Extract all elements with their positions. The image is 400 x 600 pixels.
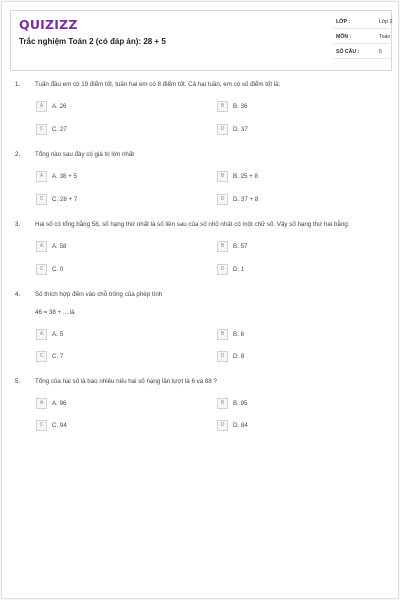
- option-text: A. 58: [52, 243, 67, 250]
- option-letter-box: C: [36, 351, 47, 362]
- meta-divider: [333, 58, 393, 59]
- option-letter-box: A: [36, 101, 47, 112]
- option-text: B. 36: [233, 103, 248, 110]
- option-letter-box: A: [36, 398, 47, 409]
- question-text: Hai số có tổng bằng 58, số hạng thứ nhất là số liền sau của số nhỏ nhất có một chữ số. Vậy số hạng thứ hai bằng:: [35, 221, 350, 228]
- worksheet-title: Trắc nghiệm Toán 2 (có đáp án): 28 + 5: [19, 37, 166, 46]
- question-number: 3.: [15, 221, 21, 228]
- option-text: B. 6: [233, 331, 245, 338]
- option-text: D. 37 + 8: [233, 196, 259, 203]
- question-text: Tuấn đầu em có 19 điểm tốt, tuần hai em có 8 điểm tốt. Cả hai tuần, em có số điểm tốt là:: [35, 81, 281, 88]
- meta-subject-label: MÔN :: [336, 34, 352, 40]
- meta-divider: [333, 28, 393, 29]
- option-letter-box: B: [217, 398, 228, 409]
- option-letter-box: B: [217, 241, 228, 252]
- option-letter-box: D: [217, 194, 228, 205]
- option-letter-box: D: [217, 420, 228, 431]
- option-text: C. 94: [52, 422, 67, 429]
- meta-count-value: 5: [379, 49, 382, 55]
- option-text: D. 84: [233, 422, 248, 429]
- option-letter-box: C: [36, 194, 47, 205]
- option-text: B. 25 + 8: [233, 173, 258, 180]
- meta-subject-value: Toán: [379, 34, 391, 40]
- question-number: 4.: [15, 291, 21, 298]
- question-equation: 46 = 38 + ....là: [35, 309, 75, 316]
- question-text: Tổng nào sau đây có giá trị lớn nhất: [35, 151, 134, 158]
- option-text: A. 96: [52, 400, 67, 407]
- question-text: Số thích hợp điền vào chỗ trống của phép tính: [35, 291, 163, 298]
- option-text: D. 1: [233, 266, 245, 273]
- option-letter-box: B: [217, 101, 228, 112]
- quizizz-logo: QUIZIZZ: [19, 17, 78, 32]
- option-text: B. 57: [233, 243, 248, 250]
- option-letter-box: C: [36, 420, 47, 431]
- option-letter-box: C: [36, 264, 47, 275]
- option-text: C. 7: [52, 353, 64, 360]
- meta-class-label: LỚP :: [336, 19, 351, 25]
- option-letter-box: A: [36, 241, 47, 252]
- question-number: 2.: [15, 151, 21, 158]
- option-text: A. 26: [52, 103, 67, 110]
- option-letter-box: B: [217, 329, 228, 340]
- option-text: D. 37: [233, 126, 248, 133]
- meta-count-label: SỐ CÂU :: [336, 49, 360, 55]
- option-letter-box: D: [217, 124, 228, 135]
- option-text: A. 38 + 5: [52, 173, 77, 180]
- option-text: C. 0: [52, 266, 64, 273]
- option-letter-box: A: [36, 171, 47, 182]
- worksheet-page: [1, 1, 399, 599]
- option-text: A. 5: [52, 331, 64, 338]
- option-text: C. 28 + 7: [52, 196, 78, 203]
- question-number: 5.: [15, 378, 21, 385]
- option-text: C. 27: [52, 126, 67, 133]
- option-text: B. 95: [233, 400, 248, 407]
- option-letter-box: A: [36, 329, 47, 340]
- option-letter-box: C: [36, 124, 47, 135]
- meta-divider: [333, 43, 393, 44]
- meta-class-value: Lớp 2: [379, 19, 393, 25]
- option-letter-box: D: [217, 264, 228, 275]
- option-letter-box: B: [217, 171, 228, 182]
- worksheet-header: [10, 10, 392, 71]
- option-letter-box: D: [217, 351, 228, 362]
- option-text: D. 8: [233, 353, 245, 360]
- question-text: Tổng của hai số là bao nhiêu nếu hai số hạng lần lượt là 6 và 88 ?: [35, 378, 217, 385]
- question-number: 1.: [15, 81, 21, 88]
